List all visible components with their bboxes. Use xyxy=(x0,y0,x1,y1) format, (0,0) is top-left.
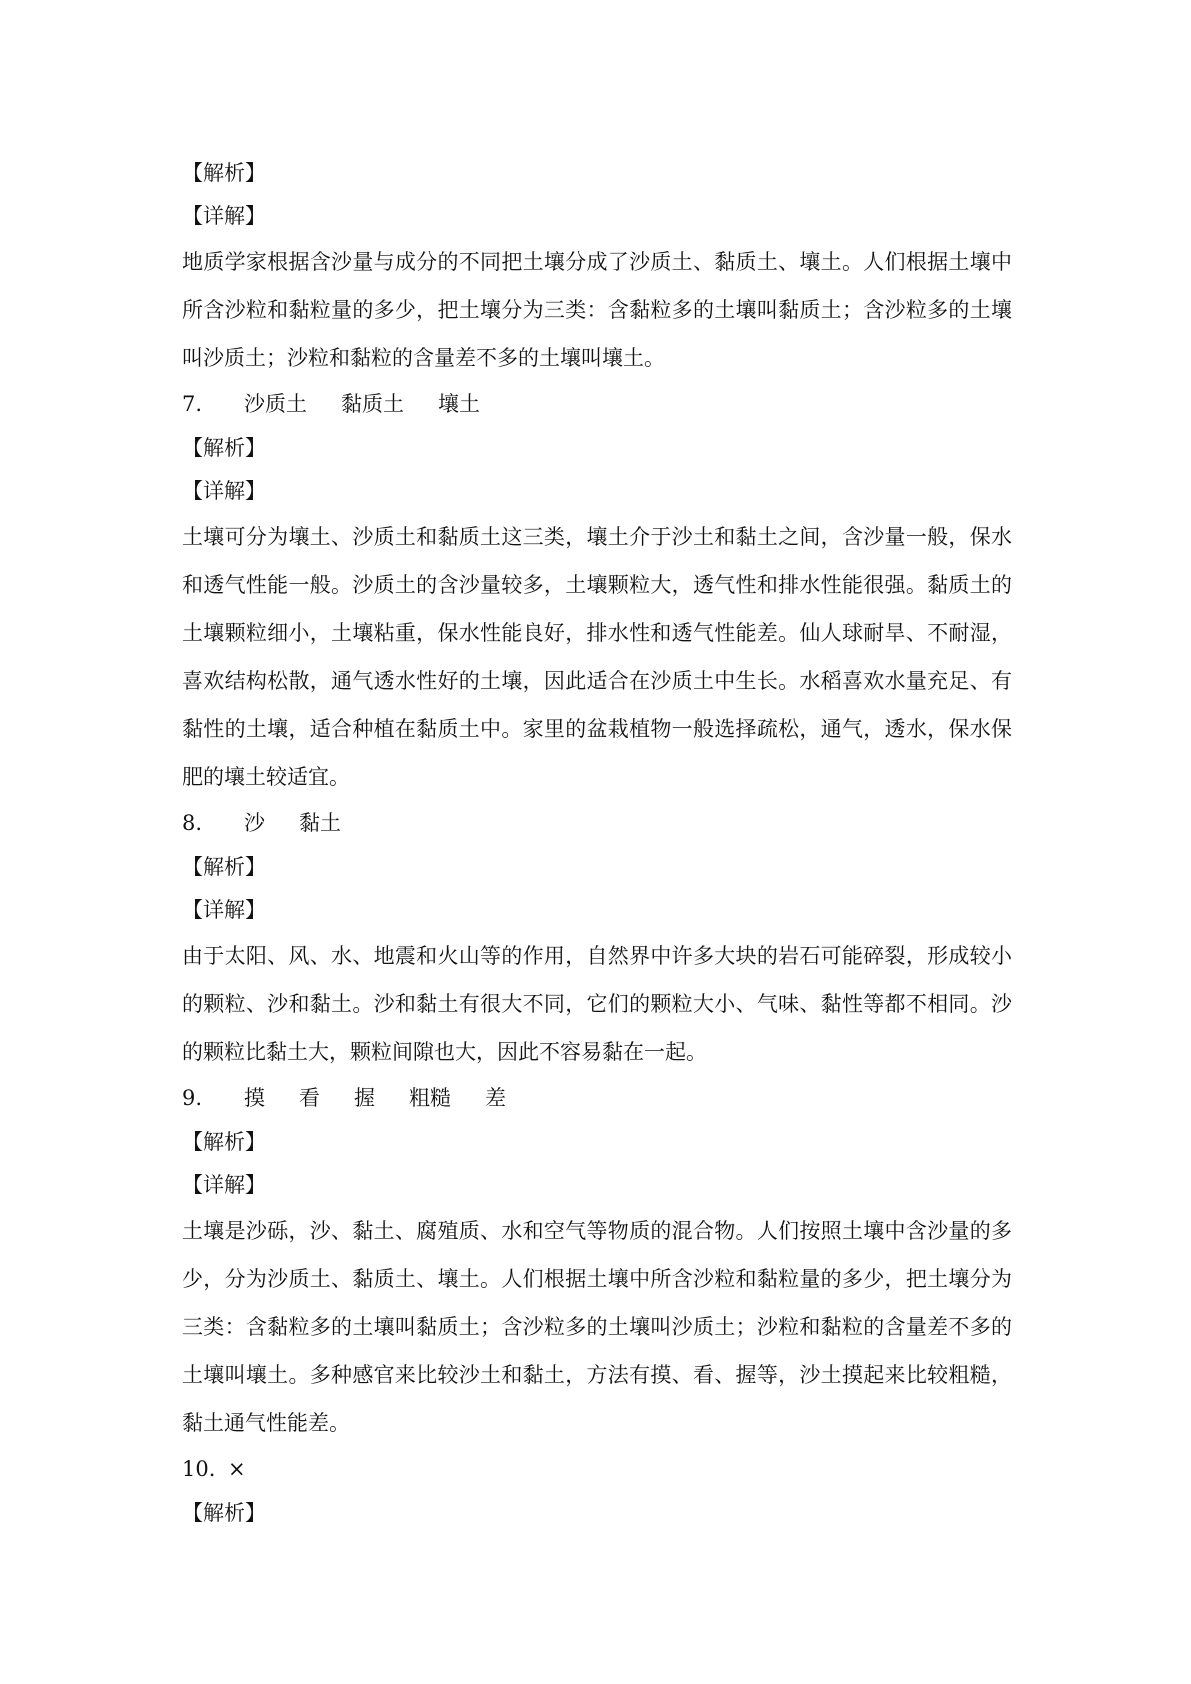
answer-blank: 黏质土 xyxy=(341,392,404,416)
analysis-label: 【解析】 xyxy=(182,855,266,879)
answer-mark: × xyxy=(228,1457,246,1481)
detail-label: 【详解】 xyxy=(182,1173,266,1197)
question-number: 7. xyxy=(182,392,203,416)
answer-blank: 壤土 xyxy=(438,392,480,416)
explanation-paragraph: 土壤是沙砾，沙、黏土、腐殖质、水和空气等物质的混合物。人们按照土壤中含沙量的多少，分为沙质土、黏质土、壤土。人们根据土壤中所含沙粒和黏粒量的多少，把土壤分为三类：含黏粒多的土壤叫黏质土；含沙粒多的土壤叫沙质土；沙粒和黏粒的含量差不多的土壤叫壤土。多种感官来比较沙土和黏土，方法有摸、看、握等，沙土摸起来比较粗糙，黏土通气性能差。 xyxy=(182,1219,1012,1435)
analysis-label: 【解析】 xyxy=(182,161,266,185)
explanation-paragraph: 由于太阳、风、水、地震和火山等的作用，自然界中许多大块的岩石可能碎裂，形成较小的颗粒、沙和黏土。沙和黏土有很大不同，它们的颗粒大小、气味、黏性等都不相同。沙的颗粒比黏土大，颗粒间隙也大，因此不容易黏在一起。 xyxy=(182,944,1012,1064)
analysis-label: 【解析】 xyxy=(182,1130,266,1154)
question-answer-line xyxy=(182,1447,1012,1492)
question-answer-line xyxy=(182,1076,1012,1121)
answer-blank: 黏土 xyxy=(299,811,341,835)
question-answer-line xyxy=(182,382,1012,427)
analysis-label: 【解析】 xyxy=(182,1501,266,1525)
answer-blank: 沙 xyxy=(244,811,265,835)
answer-blank: 看 xyxy=(299,1086,320,1110)
explanation-paragraph: 地质学家根据含沙量与成分的不同把土壤分成了沙质土、黏质土、壤土。人们根据土壤中所含沙粒和黏粒量的多少，把土壤分为三类：含黏粒多的土壤叫黏质土；含沙粒多的土壤叫沙质土；沙粒和黏粒的含量差不多的土壤叫壤土。 xyxy=(182,250,1012,370)
detail-label: 【详解】 xyxy=(182,479,266,503)
question-number: 8. xyxy=(182,811,203,835)
answer-content xyxy=(182,152,1012,1535)
analysis-label: 【解析】 xyxy=(182,436,266,460)
answer-blank: 握 xyxy=(354,1086,375,1110)
answer-blank: 粗糙 xyxy=(409,1086,451,1110)
detail-label: 【详解】 xyxy=(182,204,266,228)
question-number: 9. xyxy=(182,1086,203,1110)
answer-blank: 差 xyxy=(485,1086,506,1110)
answer-blank: 摸 xyxy=(244,1086,265,1110)
question-number: 10. xyxy=(182,1457,216,1481)
explanation-paragraph: 土壤可分为壤土、沙质土和黏质土这三类，壤土介于沙土和黏土之间，含沙量一般，保水和透气性能一般。沙质土的含沙量较多，土壤颗粒大，透气性和排水性能很强。黏质土的土壤颗粒细小，土壤粘重，保水性能良好，排水性和透气性能差。仙人球耐旱、不耐湿，喜欢结构松散，通气透水性好的土壤，因此适合在沙质土中生长。水稻喜欢水量充足、有黏性的土壤，适合种植在黏质土中。家里的盆栽植物一般选择疏松，通气，透水，保水保肥的壤土较适宜。 xyxy=(182,525,1012,789)
detail-label: 【详解】 xyxy=(182,898,266,922)
question-answer-line xyxy=(182,801,1012,846)
answer-blank: 沙质土 xyxy=(244,392,307,416)
